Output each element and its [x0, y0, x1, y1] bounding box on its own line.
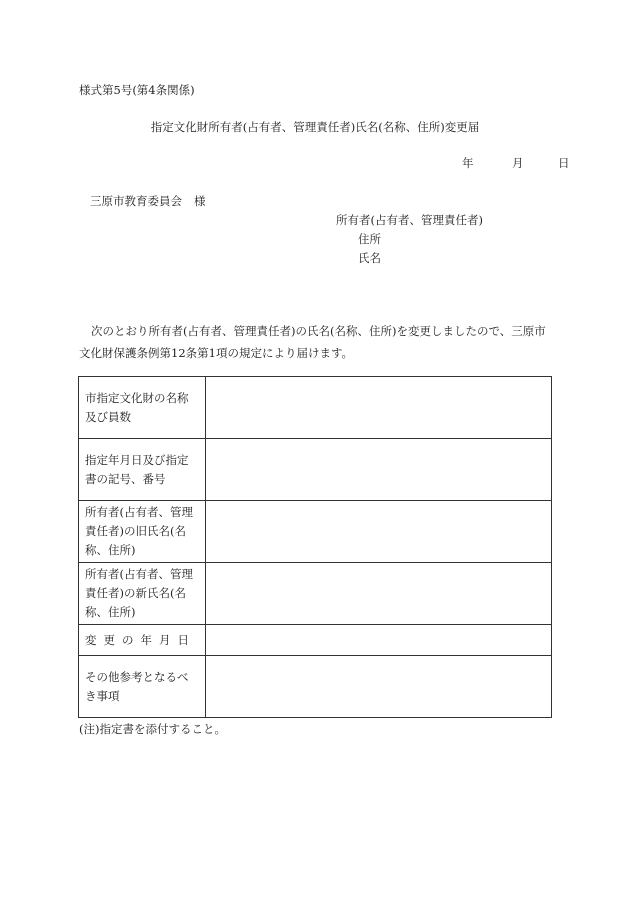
row-label-designation-date: 指定年月日及び指定書の記号、番号: [79, 439, 206, 501]
table-row: [79, 377, 552, 439]
row-value-change-date[interactable]: [206, 625, 552, 656]
row-value-new-name[interactable]: [206, 563, 552, 625]
form-number: 様式第5号(第4条関係): [79, 83, 195, 97]
row-label-other-notes: その他参考となるべき事項: [79, 656, 206, 718]
applicant-address-label: 住所: [358, 232, 381, 246]
row-label-old-name: 所有者(占有者、管理責任者)の旧氏名(名称、住所): [79, 501, 206, 563]
date-month-label: 月: [512, 156, 524, 170]
row-value-other-notes[interactable]: [206, 656, 552, 718]
row-label-new-name: 所有者(占有者、管理責任者)の新氏名(名称、住所): [79, 563, 206, 625]
date-day-label: 日: [558, 156, 570, 170]
table-row: [79, 439, 552, 501]
body-text: 次のとおり所有者(占有者、管理責任者)の氏名(名称、住所)を変更しましたので、三原市文化財保護条例第12条第1項の規定により届けます。: [79, 324, 546, 360]
addressee-honorific: 様: [194, 194, 206, 208]
addressee-name: 三原市教育委員会: [90, 194, 182, 208]
applicant-label: 所有者(占有者、管理責任者): [336, 213, 483, 227]
row-label-property-name: 市指定文化財の名称及び員数: [79, 377, 206, 439]
table-row: [79, 656, 552, 718]
row-value-designation-date[interactable]: [206, 439, 552, 501]
table-row: [79, 501, 552, 563]
table-row: [79, 625, 552, 656]
table-row: [79, 563, 552, 625]
document-title: 指定文化財所有者(占有者、管理責任者)氏名(名称、住所)変更届: [150, 120, 480, 134]
row-label-change-date: 変更の年月日: [79, 625, 206, 656]
addressee: [90, 193, 206, 209]
footnote: (注)指定書を添付すること。: [79, 722, 226, 736]
row-value-property-name[interactable]: [206, 377, 552, 439]
date-year-label: 年: [462, 156, 474, 170]
applicant-name-label: 氏名: [358, 251, 381, 265]
form-table: [78, 376, 552, 718]
row-value-old-name[interactable]: [206, 501, 552, 563]
date-line: [462, 155, 570, 171]
